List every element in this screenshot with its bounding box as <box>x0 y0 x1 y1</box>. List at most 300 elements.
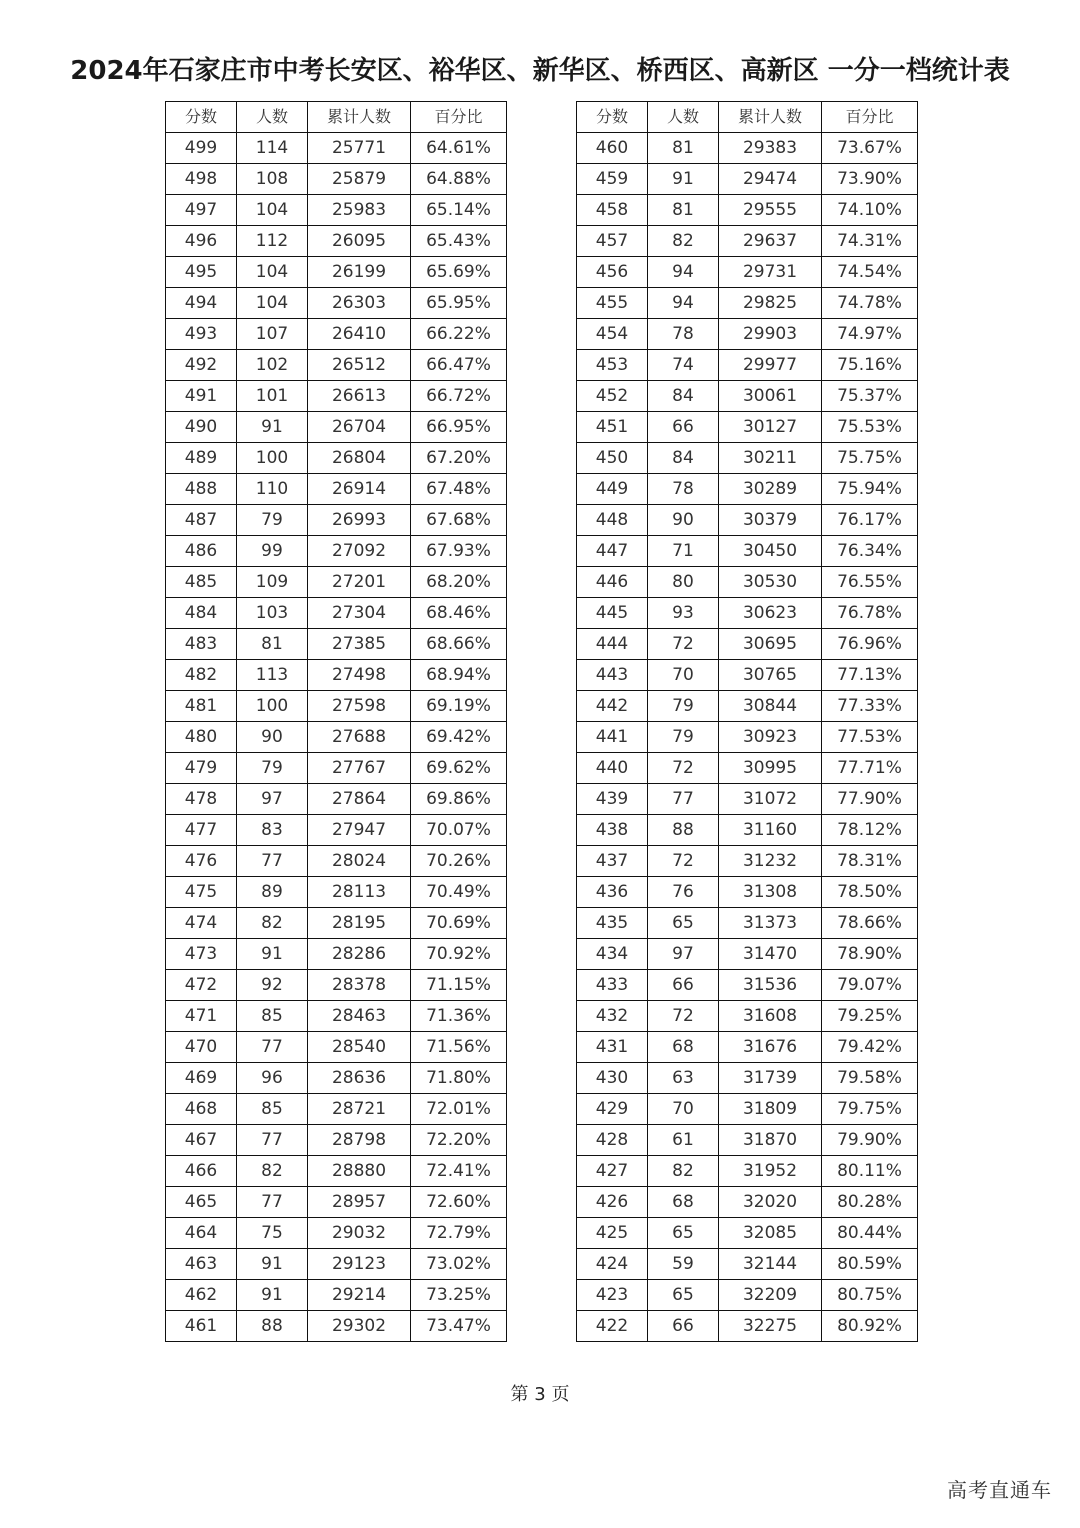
cell-cumulative: 29825 <box>719 288 822 319</box>
cell-percent: 72.79% <box>411 1218 507 1249</box>
table-header-row <box>166 102 507 133</box>
cell-percent: 75.16% <box>822 350 918 381</box>
cell-count: 84 <box>648 381 719 412</box>
cell-percent: 71.56% <box>411 1032 507 1063</box>
cell-score: 478 <box>166 784 237 815</box>
cell-percent: 71.80% <box>411 1063 507 1094</box>
cell-cumulative: 30450 <box>719 536 822 567</box>
cell-percent: 78.12% <box>822 815 918 846</box>
table-row <box>166 877 507 908</box>
cell-cumulative: 29032 <box>308 1218 411 1249</box>
cell-cumulative: 26704 <box>308 412 411 443</box>
cell-score: 430 <box>577 1063 648 1094</box>
table-row <box>166 474 507 505</box>
cell-percent: 72.20% <box>411 1125 507 1156</box>
cell-percent: 69.86% <box>411 784 507 815</box>
table-row <box>577 505 918 536</box>
cell-percent: 78.31% <box>822 846 918 877</box>
cell-count: 77 <box>237 1032 308 1063</box>
cell-count: 90 <box>237 722 308 753</box>
cell-score: 487 <box>166 505 237 536</box>
table-row <box>166 846 507 877</box>
cell-count: 100 <box>237 443 308 474</box>
cell-percent: 74.10% <box>822 195 918 226</box>
table-row <box>166 319 507 350</box>
cell-cumulative: 27598 <box>308 691 411 722</box>
cell-score: 435 <box>577 908 648 939</box>
cell-cumulative: 31373 <box>719 908 822 939</box>
table-row <box>166 133 507 164</box>
cell-cumulative: 27688 <box>308 722 411 753</box>
cell-percent: 65.14% <box>411 195 507 226</box>
cell-cumulative: 29555 <box>719 195 822 226</box>
cell-cumulative: 26303 <box>308 288 411 319</box>
cell-count: 72 <box>648 753 719 784</box>
cell-percent: 77.53% <box>822 722 918 753</box>
table-row <box>166 1311 507 1342</box>
cell-cumulative: 31160 <box>719 815 822 846</box>
cell-score: 454 <box>577 319 648 350</box>
cell-percent: 66.22% <box>411 319 507 350</box>
table-row <box>166 1063 507 1094</box>
cell-count: 61 <box>648 1125 719 1156</box>
cell-score: 464 <box>166 1218 237 1249</box>
cell-percent: 65.69% <box>411 257 507 288</box>
table-row <box>577 319 918 350</box>
cell-percent: 80.59% <box>822 1249 918 1280</box>
cell-percent: 73.67% <box>822 133 918 164</box>
cell-score: 499 <box>166 133 237 164</box>
cell-percent: 69.62% <box>411 753 507 784</box>
table-row <box>166 257 507 288</box>
cell-percent: 71.15% <box>411 970 507 1001</box>
cell-count: 77 <box>237 846 308 877</box>
table-row <box>577 133 918 164</box>
cell-score: 468 <box>166 1094 237 1125</box>
cell-cumulative: 31308 <box>719 877 822 908</box>
cell-cumulative: 32275 <box>719 1311 822 1342</box>
cell-cumulative: 31952 <box>719 1156 822 1187</box>
table-row <box>577 939 918 970</box>
header-score: 分数 <box>577 102 648 133</box>
page-title: 2024年石家庄市中考长安区、裕华区、新华区、桥西区、高新区 一分一档统计表 <box>70 56 1010 86</box>
cell-score: 481 <box>166 691 237 722</box>
cell-score: 445 <box>577 598 648 629</box>
cell-cumulative: 27947 <box>308 815 411 846</box>
cell-percent: 70.49% <box>411 877 507 908</box>
cell-score: 451 <box>577 412 648 443</box>
table-row <box>166 443 507 474</box>
table-row <box>577 598 918 629</box>
cell-score: 483 <box>166 629 237 660</box>
cell-score: 477 <box>166 815 237 846</box>
cell-cumulative: 31072 <box>719 784 822 815</box>
cell-score: 436 <box>577 877 648 908</box>
cell-count: 76 <box>648 877 719 908</box>
cell-count: 93 <box>648 598 719 629</box>
table-row <box>166 1218 507 1249</box>
cell-cumulative: 32144 <box>719 1249 822 1280</box>
table-row <box>166 939 507 970</box>
cell-percent: 75.75% <box>822 443 918 474</box>
cell-cumulative: 27092 <box>308 536 411 567</box>
cell-score: 484 <box>166 598 237 629</box>
cell-percent: 70.26% <box>411 846 507 877</box>
cell-count: 66 <box>648 412 719 443</box>
cell-count: 80 <box>648 567 719 598</box>
cell-count: 107 <box>237 319 308 350</box>
cell-count: 104 <box>237 257 308 288</box>
cell-cumulative: 26804 <box>308 443 411 474</box>
cell-score: 425 <box>577 1218 648 1249</box>
cell-score: 492 <box>166 350 237 381</box>
cell-score: 482 <box>166 660 237 691</box>
cell-cumulative: 27385 <box>308 629 411 660</box>
cell-percent: 69.42% <box>411 722 507 753</box>
cell-cumulative: 28721 <box>308 1094 411 1125</box>
cell-count: 104 <box>237 195 308 226</box>
cell-count: 91 <box>237 412 308 443</box>
cell-score: 475 <box>166 877 237 908</box>
table-row <box>577 443 918 474</box>
cell-count: 90 <box>648 505 719 536</box>
cell-count: 96 <box>237 1063 308 1094</box>
cell-cumulative: 25983 <box>308 195 411 226</box>
cell-count: 65 <box>648 1280 719 1311</box>
cell-percent: 70.92% <box>411 939 507 970</box>
table-row <box>577 846 918 877</box>
cell-percent: 79.75% <box>822 1094 918 1125</box>
table-row <box>577 567 918 598</box>
cell-percent: 72.41% <box>411 1156 507 1187</box>
cell-percent: 74.31% <box>822 226 918 257</box>
table-row <box>577 691 918 722</box>
cell-score: 472 <box>166 970 237 1001</box>
score-table-right <box>576 101 918 1342</box>
cell-cumulative: 30995 <box>719 753 822 784</box>
cell-score: 474 <box>166 908 237 939</box>
cell-count: 94 <box>648 257 719 288</box>
cell-count: 65 <box>648 908 719 939</box>
cell-cumulative: 27201 <box>308 567 411 598</box>
cell-count: 99 <box>237 536 308 567</box>
cell-percent: 72.01% <box>411 1094 507 1125</box>
header-count: 人数 <box>648 102 719 133</box>
table-row <box>166 350 507 381</box>
cell-score: 423 <box>577 1280 648 1311</box>
cell-count: 110 <box>237 474 308 505</box>
cell-percent: 79.58% <box>822 1063 918 1094</box>
cell-count: 92 <box>237 970 308 1001</box>
cell-percent: 66.47% <box>411 350 507 381</box>
cell-cumulative: 30923 <box>719 722 822 753</box>
table-row <box>166 1187 507 1218</box>
cell-percent: 74.97% <box>822 319 918 350</box>
table-row <box>577 195 918 226</box>
cell-percent: 77.13% <box>822 660 918 691</box>
cell-cumulative: 29903 <box>719 319 822 350</box>
cell-count: 88 <box>237 1311 308 1342</box>
cell-percent: 70.07% <box>411 815 507 846</box>
table-row <box>166 226 507 257</box>
cell-percent: 77.90% <box>822 784 918 815</box>
cell-count: 104 <box>237 288 308 319</box>
cell-cumulative: 30530 <box>719 567 822 598</box>
table-row <box>166 691 507 722</box>
cell-percent: 72.60% <box>411 1187 507 1218</box>
cell-cumulative: 28024 <box>308 846 411 877</box>
cell-score: 497 <box>166 195 237 226</box>
table-row <box>577 1125 918 1156</box>
cell-cumulative: 30211 <box>719 443 822 474</box>
cell-cumulative: 26993 <box>308 505 411 536</box>
table-row <box>166 505 507 536</box>
cell-count: 63 <box>648 1063 719 1094</box>
cell-score: 458 <box>577 195 648 226</box>
table-row <box>166 1125 507 1156</box>
table-row <box>166 1156 507 1187</box>
table-row <box>166 722 507 753</box>
table-row <box>166 195 507 226</box>
cell-count: 72 <box>648 1001 719 1032</box>
header-score: 分数 <box>166 102 237 133</box>
cell-cumulative: 28540 <box>308 1032 411 1063</box>
cell-cumulative: 28195 <box>308 908 411 939</box>
cell-cumulative: 28378 <box>308 970 411 1001</box>
cell-count: 100 <box>237 691 308 722</box>
cell-cumulative: 28463 <box>308 1001 411 1032</box>
table-row <box>166 1032 507 1063</box>
cell-score: 494 <box>166 288 237 319</box>
cell-cumulative: 26512 <box>308 350 411 381</box>
cell-score: 426 <box>577 1187 648 1218</box>
cell-score: 427 <box>577 1156 648 1187</box>
cell-percent: 70.69% <box>411 908 507 939</box>
table-row <box>577 1032 918 1063</box>
table-row <box>166 629 507 660</box>
cell-count: 103 <box>237 598 308 629</box>
cell-cumulative: 29977 <box>719 350 822 381</box>
cell-count: 112 <box>237 226 308 257</box>
cell-count: 68 <box>648 1187 719 1218</box>
cell-score: 431 <box>577 1032 648 1063</box>
cell-percent: 76.78% <box>822 598 918 629</box>
table-row <box>577 660 918 691</box>
cell-percent: 79.90% <box>822 1125 918 1156</box>
cell-score: 452 <box>577 381 648 412</box>
cell-score: 449 <box>577 474 648 505</box>
cell-cumulative: 30844 <box>719 691 822 722</box>
cell-cumulative: 29637 <box>719 226 822 257</box>
cell-count: 102 <box>237 350 308 381</box>
table-row <box>577 1218 918 1249</box>
table-row <box>166 536 507 567</box>
cell-percent: 79.25% <box>822 1001 918 1032</box>
cell-score: 490 <box>166 412 237 443</box>
cell-score: 450 <box>577 443 648 474</box>
cell-count: 108 <box>237 164 308 195</box>
table-row <box>166 753 507 784</box>
cell-count: 68 <box>648 1032 719 1063</box>
cell-cumulative: 30379 <box>719 505 822 536</box>
cell-count: 78 <box>648 474 719 505</box>
cell-count: 113 <box>237 660 308 691</box>
cell-count: 78 <box>648 319 719 350</box>
cell-cumulative: 26410 <box>308 319 411 350</box>
cell-cumulative: 27864 <box>308 784 411 815</box>
cell-count: 77 <box>237 1187 308 1218</box>
table-row <box>166 1280 507 1311</box>
cell-count: 91 <box>648 164 719 195</box>
table-row <box>166 381 507 412</box>
cell-count: 77 <box>237 1125 308 1156</box>
cell-score: 459 <box>577 164 648 195</box>
table-row <box>577 908 918 939</box>
table-row <box>577 257 918 288</box>
table-row <box>577 1094 918 1125</box>
cell-percent: 68.66% <box>411 629 507 660</box>
cell-count: 83 <box>237 815 308 846</box>
table-row <box>577 226 918 257</box>
cell-cumulative: 25771 <box>308 133 411 164</box>
table-row <box>166 598 507 629</box>
table-row <box>577 381 918 412</box>
cell-cumulative: 28286 <box>308 939 411 970</box>
table-row <box>166 815 507 846</box>
cell-score: 479 <box>166 753 237 784</box>
cell-percent: 75.94% <box>822 474 918 505</box>
cell-cumulative: 31870 <box>719 1125 822 1156</box>
table-row <box>166 1249 507 1280</box>
cell-cumulative: 28957 <box>308 1187 411 1218</box>
table-row <box>166 1001 507 1032</box>
table-row <box>577 722 918 753</box>
cell-score: 455 <box>577 288 648 319</box>
score-table-left <box>165 101 507 1342</box>
cell-score: 446 <box>577 567 648 598</box>
table-row <box>577 474 918 505</box>
cell-cumulative: 28798 <box>308 1125 411 1156</box>
cell-percent: 76.34% <box>822 536 918 567</box>
cell-count: 74 <box>648 350 719 381</box>
cell-score: 456 <box>577 257 648 288</box>
cell-count: 66 <box>648 970 719 1001</box>
cell-score: 434 <box>577 939 648 970</box>
cell-score: 485 <box>166 567 237 598</box>
table-row <box>166 1094 507 1125</box>
cell-cumulative: 25879 <box>308 164 411 195</box>
cell-score: 432 <box>577 1001 648 1032</box>
cell-count: 72 <box>648 846 719 877</box>
cell-cumulative: 31232 <box>719 846 822 877</box>
table-row <box>166 567 507 598</box>
table-row <box>577 1156 918 1187</box>
cell-score: 438 <box>577 815 648 846</box>
cell-percent: 68.46% <box>411 598 507 629</box>
header-percent: 百分比 <box>411 102 507 133</box>
table-row <box>577 1249 918 1280</box>
cell-count: 66 <box>648 1311 719 1342</box>
cell-cumulative: 29214 <box>308 1280 411 1311</box>
cell-cumulative: 29383 <box>719 133 822 164</box>
cell-cumulative: 27767 <box>308 753 411 784</box>
cell-count: 81 <box>648 195 719 226</box>
cell-count: 79 <box>237 753 308 784</box>
cell-percent: 66.72% <box>411 381 507 412</box>
header-cumulative: 累计人数 <box>719 102 822 133</box>
cell-cumulative: 26613 <box>308 381 411 412</box>
cell-cumulative: 32020 <box>719 1187 822 1218</box>
table-row <box>166 660 507 691</box>
table-row <box>166 288 507 319</box>
cell-percent: 65.95% <box>411 288 507 319</box>
cell-percent: 66.95% <box>411 412 507 443</box>
cell-percent: 80.28% <box>822 1187 918 1218</box>
cell-cumulative: 31739 <box>719 1063 822 1094</box>
cell-percent: 73.25% <box>411 1280 507 1311</box>
cell-score: 473 <box>166 939 237 970</box>
page-number: 第 3 页 <box>510 1384 570 1405</box>
cell-score: 480 <box>166 722 237 753</box>
table-row <box>577 288 918 319</box>
cell-percent: 74.78% <box>822 288 918 319</box>
cell-score: 424 <box>577 1249 648 1280</box>
cell-count: 70 <box>648 660 719 691</box>
table-row <box>577 629 918 660</box>
cell-count: 72 <box>648 629 719 660</box>
cell-cumulative: 29474 <box>719 164 822 195</box>
watermark-text: 高考直通车 <box>947 1478 1052 1502</box>
cell-score: 466 <box>166 1156 237 1187</box>
cell-count: 82 <box>648 1156 719 1187</box>
cell-score: 469 <box>166 1063 237 1094</box>
table-row <box>577 1001 918 1032</box>
cell-score: 467 <box>166 1125 237 1156</box>
cell-percent: 67.48% <box>411 474 507 505</box>
cell-count: 109 <box>237 567 308 598</box>
cell-score: 462 <box>166 1280 237 1311</box>
cell-cumulative: 30765 <box>719 660 822 691</box>
cell-percent: 77.33% <box>822 691 918 722</box>
cell-score: 453 <box>577 350 648 381</box>
cell-cumulative: 30623 <box>719 598 822 629</box>
cell-score: 437 <box>577 846 648 877</box>
cell-percent: 80.11% <box>822 1156 918 1187</box>
cell-cumulative: 31608 <box>719 1001 822 1032</box>
table-row <box>577 1187 918 1218</box>
cell-count: 70 <box>648 1094 719 1125</box>
cell-percent: 75.53% <box>822 412 918 443</box>
cell-score: 460 <box>577 133 648 164</box>
cell-percent: 78.66% <box>822 908 918 939</box>
cell-cumulative: 26914 <box>308 474 411 505</box>
cell-percent: 79.42% <box>822 1032 918 1063</box>
header-cumulative: 累计人数 <box>308 102 411 133</box>
cell-percent: 74.54% <box>822 257 918 288</box>
cell-percent: 69.19% <box>411 691 507 722</box>
cell-percent: 73.02% <box>411 1249 507 1280</box>
cell-count: 82 <box>237 1156 308 1187</box>
cell-count: 91 <box>237 939 308 970</box>
cell-score: 444 <box>577 629 648 660</box>
cell-count: 91 <box>237 1249 308 1280</box>
cell-percent: 76.96% <box>822 629 918 660</box>
cell-percent: 80.44% <box>822 1218 918 1249</box>
cell-cumulative: 26199 <box>308 257 411 288</box>
cell-score: 463 <box>166 1249 237 1280</box>
cell-count: 97 <box>648 939 719 970</box>
cell-percent: 77.71% <box>822 753 918 784</box>
